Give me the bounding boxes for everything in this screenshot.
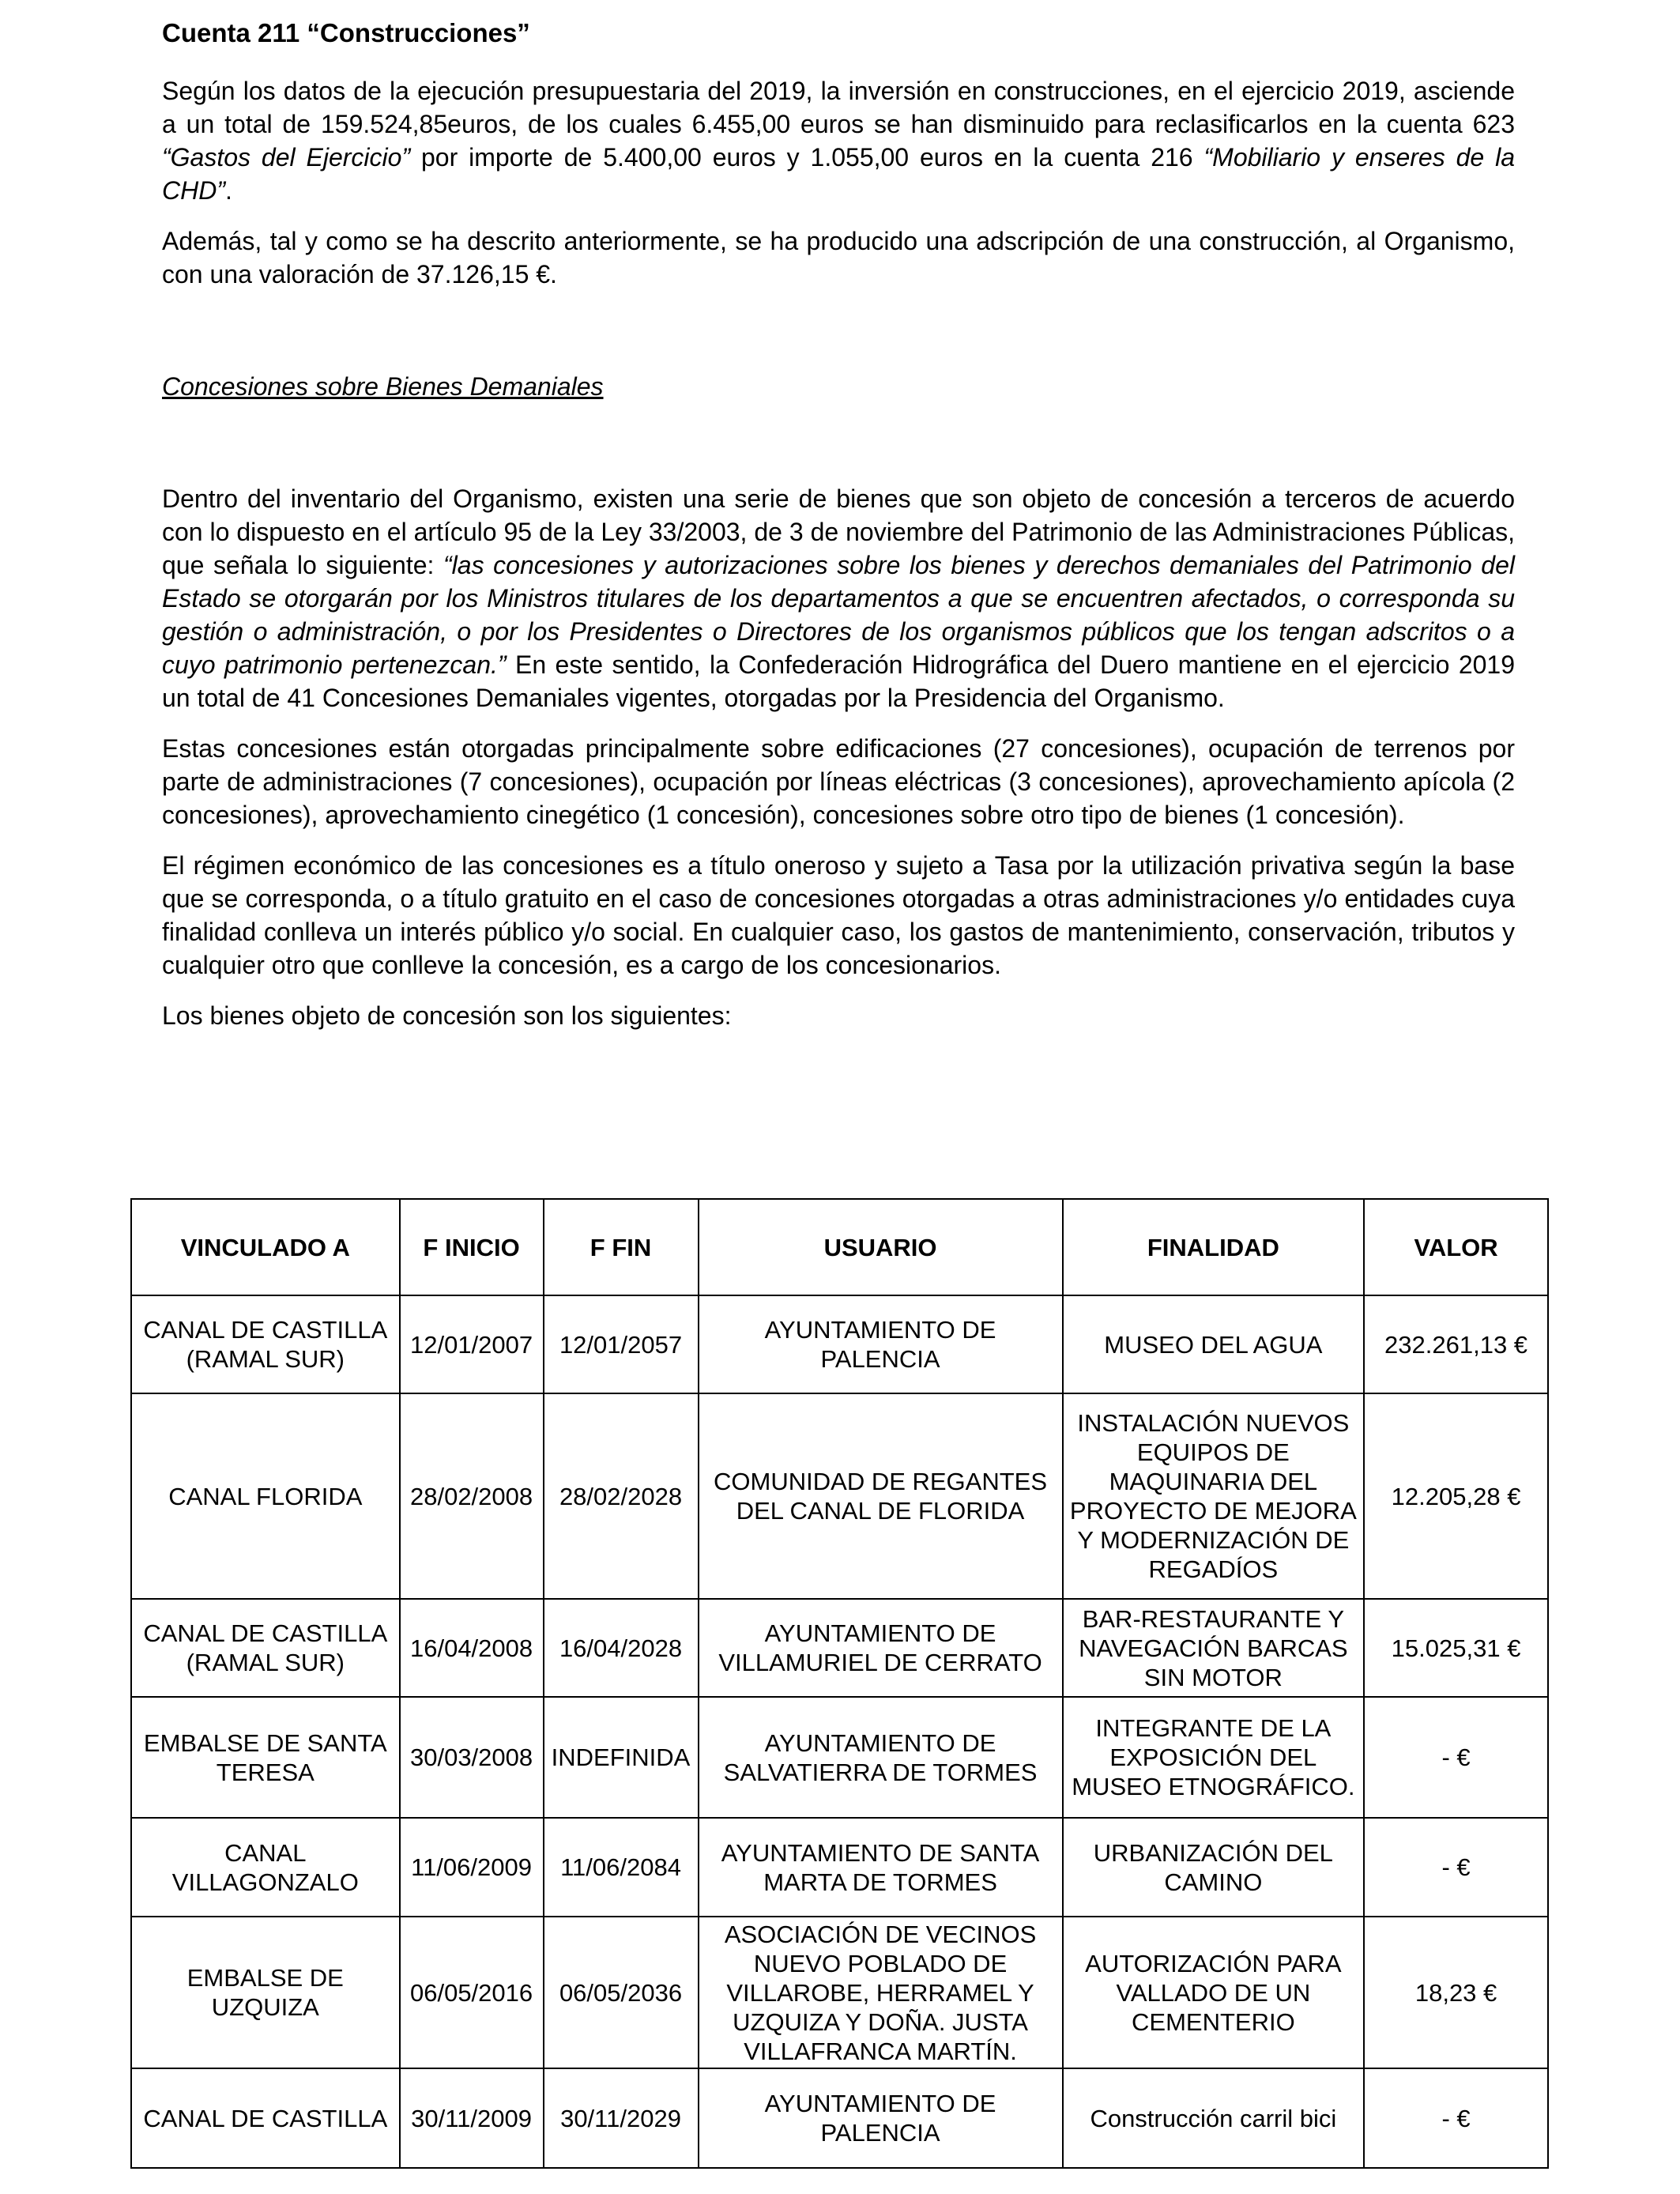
header-finalidad: FINALIDAD xyxy=(1063,1199,1365,1295)
cell-usuario: AYUNTAMIENTO DE PALENCIA xyxy=(699,1295,1063,1393)
cell-valor: - € xyxy=(1364,2068,1548,2168)
document-page xyxy=(162,16,1515,1050)
cell-vinculado: CANAL VILLAGONZALO xyxy=(131,1818,400,1917)
cell-finalidad: INTEGRANTE DE LA EXPOSICIÓN DEL MUSEO ETNOGRÁFICO. xyxy=(1063,1697,1365,1818)
cell-usuario: ASOCIACIÓN DE VECINOS NUEVO POBLADO DE VILLAROBE, HERRAMEL Y UZQUIZA Y DOÑA. JUSTA VILLAFRANCA MARTÍN. xyxy=(699,1917,1063,2068)
text-run-italic: “Mobiliario y enseres de la CHD” xyxy=(162,143,1516,205)
text-run-italic: “Gastos del Ejercicio” xyxy=(162,143,411,172)
cell-f-fin: 11/06/2084 xyxy=(544,1818,699,1917)
cell-valor: 15.025,31 € xyxy=(1364,1599,1548,1697)
header-vinculado: VINCULADO A xyxy=(131,1199,400,1295)
paragraph-construcciones xyxy=(162,74,1515,207)
table-row xyxy=(131,1917,1548,2068)
paragraph-regimen-economico: El régimen económico de las concesiones es a título oneroso y sujeto a Tasa por la utilización privativa según la base que se corresponda, o a título gratuito en el caso de concesiones otorgadas a otras administraciones y/o entidades cuya finalidad conlleva un interés público y/o social. En cualquier caso, los gastos de mantenimiento, conservación, tributos y cualquier otro que conlleve la concesión, es a cargo de los concesionarios. xyxy=(162,851,1515,979)
cell-finalidad: URBANIZACIÓN DEL CAMINO xyxy=(1063,1818,1365,1917)
table-row xyxy=(131,1393,1548,1599)
cell-f-fin: 06/05/2036 xyxy=(544,1917,699,2068)
cell-f-inicio: 11/06/2009 xyxy=(400,1818,544,1917)
cell-valor: - € xyxy=(1364,1697,1548,1818)
text-run: En este sentido, la Confederación Hidrográfica del Duero mantiene en el ejercicio 2019 un total de 41 Concesiones Demaniales vigentes, otorgadas por la Presidencia del Organismo. xyxy=(162,650,1516,712)
cell-usuario: AYUNTAMIENTO DE VILLAMURIEL DE CERRATO xyxy=(699,1599,1063,1697)
cell-usuario: AYUNTAMIENTO DE SANTA MARTA DE TORMES xyxy=(699,1818,1063,1917)
concesiones-table xyxy=(130,1198,1549,2169)
paragraph-adscripcion: Además, tal y como se ha descrito anteriormente, se ha producido una adscripción de una construcción, al Organismo, con una valoración de 37.126,15 €. xyxy=(162,227,1515,288)
table-row xyxy=(131,1818,1548,1917)
cell-usuario: AYUNTAMIENTO DE PALENCIA xyxy=(699,2068,1063,2168)
header-valor: VALOR xyxy=(1364,1199,1548,1295)
cell-f-fin: 30/11/2029 xyxy=(544,2068,699,2168)
cell-f-inicio: 30/11/2009 xyxy=(400,2068,544,2168)
cell-usuario: COMUNIDAD DE REGANTES DEL CANAL DE FLORIDA xyxy=(699,1393,1063,1599)
table-row xyxy=(131,2068,1548,2168)
cell-vinculado: CANAL DE CASTILLA (RAMAL SUR) xyxy=(131,1599,400,1697)
section-heading: Cuenta 211 “Construcciones” xyxy=(162,18,530,47)
cell-valor: - € xyxy=(1364,1818,1548,1917)
paragraph-bienes-intro: Los bienes objeto de concesión son los siguientes: xyxy=(162,1001,732,1030)
cell-finalidad: INSTALACIÓN NUEVOS EQUIPOS DE MAQUINARIA DEL PROYECTO DE MEJORA Y MODERNIZACIÓN DE REGADÍOS xyxy=(1063,1393,1365,1599)
cell-f-fin: 28/02/2028 xyxy=(544,1393,699,1599)
table-row xyxy=(131,1697,1548,1818)
cell-f-inicio: 06/05/2016 xyxy=(400,1917,544,2068)
header-f-inicio: F INICIO xyxy=(400,1199,544,1295)
table-row xyxy=(131,1295,1548,1393)
text-run: Según los datos de la ejecución presupuestaria del 2019, la inversión en construcciones, en el ejercicio 2019, asciende a un total de 159.524,85euros, de los cuales 6.455,00 euros se han disminuido para reclasificarlos en la cuenta 623 xyxy=(162,77,1515,138)
text-run: Dentro del inventario del Organismo, existen una serie de bienes que son objeto de concesión a terceros de acuerdo con lo dispuesto en el artículo 95 de la Ley 33/2003, de 3 de noviembre del Patrimonio de las Administraciones Públicas, que señala lo siguiente: xyxy=(162,484,1515,579)
cell-vinculado: EMBALSE DE SANTA TERESA xyxy=(131,1697,400,1818)
cell-vinculado: CANAL DE CASTILLA xyxy=(131,2068,400,2168)
cell-vinculado: CANAL DE CASTILLA (RAMAL SUR) xyxy=(131,1295,400,1393)
paragraph-inventario xyxy=(162,482,1515,714)
cell-f-inicio: 12/01/2007 xyxy=(400,1295,544,1393)
cell-finalidad: BAR-RESTAURANTE Y NAVEGACIÓN BARCAS SIN MOTOR xyxy=(1063,1599,1365,1697)
cell-valor: 232.261,13 € xyxy=(1364,1295,1548,1393)
table-header-row xyxy=(131,1199,1548,1295)
cell-f-fin: 12/01/2057 xyxy=(544,1295,699,1393)
cell-vinculado: CANAL FLORIDA xyxy=(131,1393,400,1599)
subheading-concesiones: Concesiones sobre Bienes Demaniales xyxy=(162,372,604,401)
cell-valor: 12.205,28 € xyxy=(1364,1393,1548,1599)
cell-f-fin: INDEFINIDA xyxy=(544,1697,699,1818)
text-run-italic: “las concesiones y autorizaciones sobre los bienes y derechos demaniales del Patrimonio del Estado se otorgarán por los Ministros titulares de los departamentos a que se encuentren afectados, o corresponda su gestión o administración, o por los Presidentes o Directores de los organismos públicos que los tengan adscritos o a cuyo patrimonio pertenezcan.” xyxy=(162,551,1516,679)
cell-valor: 18,23 € xyxy=(1364,1917,1548,2068)
cell-finalidad: MUSEO DEL AGUA xyxy=(1063,1295,1365,1393)
text-run: por importe de 5.400,00 euros y 1.055,00 euros en la cuenta 216 xyxy=(410,143,1204,172)
cell-usuario: AYUNTAMIENTO DE SALVATIERRA DE TORMES xyxy=(699,1697,1063,1818)
cell-vinculado: EMBALSE DE UZQUIZA xyxy=(131,1917,400,2068)
cell-f-inicio: 30/03/2008 xyxy=(400,1697,544,1818)
cell-finalidad: Construcción carril bici xyxy=(1063,2068,1365,2168)
header-f-fin: F FIN xyxy=(544,1199,699,1295)
cell-f-fin: 16/04/2028 xyxy=(544,1599,699,1697)
header-usuario: USUARIO xyxy=(699,1199,1063,1295)
cell-finalidad: AUTORIZACIÓN PARA VALLADO DE UN CEMENTERIO xyxy=(1063,1917,1365,2068)
paragraph-tipos-concesion: Estas concesiones están otorgadas principalmente sobre edificaciones (27 concesiones), ocupación de terrenos por parte de administraciones (7 concesiones), ocupación por líneas eléctricas (3 concesiones), aprovechamiento apícola (2 concesiones), aprovechamiento cinegético (1 concesión), concesiones sobre otro tipo de bienes (1 concesión). xyxy=(162,734,1515,829)
cell-f-inicio: 28/02/2008 xyxy=(400,1393,544,1599)
table-row xyxy=(131,1599,1548,1697)
text-run: . xyxy=(224,176,232,205)
cell-f-inicio: 16/04/2008 xyxy=(400,1599,544,1697)
